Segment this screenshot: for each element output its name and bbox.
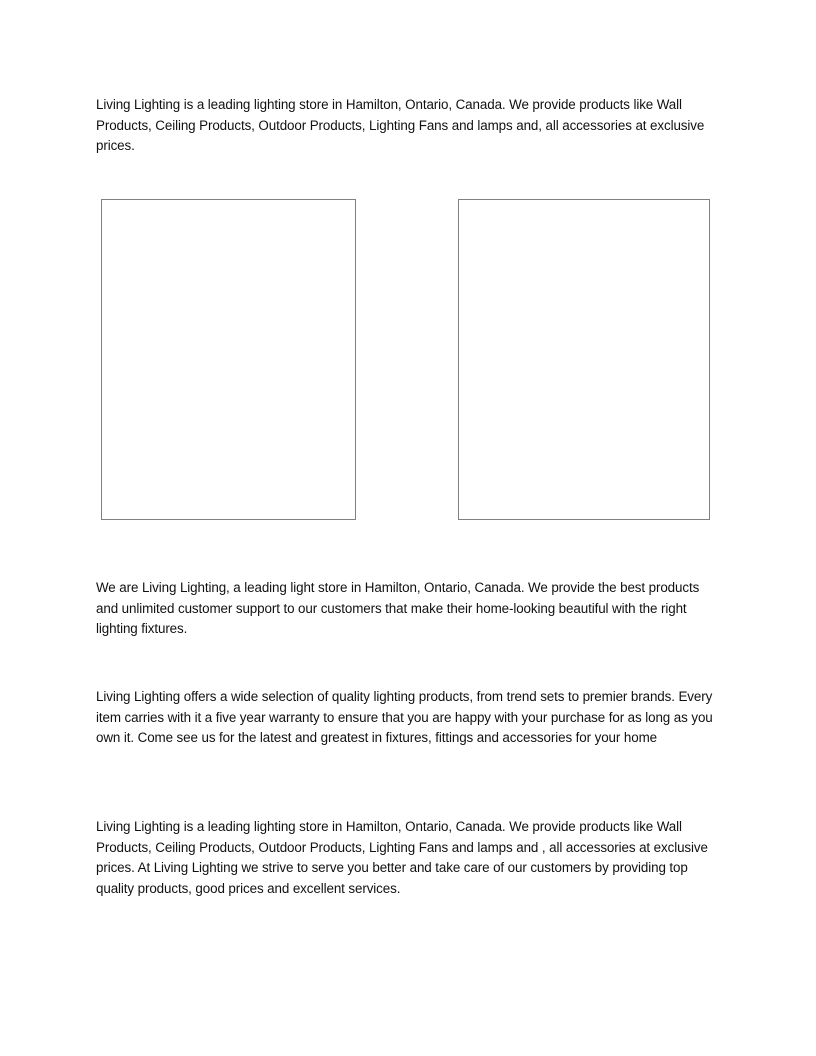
intro-paragraph: Living Lighting is a leading lighting store in Hamilton, Ontario, Canada. We provide products like Wall Products, Ceiling Products, Outdoor Products, Lighting Fans and lamps and, all accessories at exclusive prices. (96, 97, 705, 154)
image-placeholder-right (458, 199, 710, 520)
about-paragraph: We are Living Lighting, a leading light store in Hamilton, Ontario, Canada. We provide the best products and unlimited customer support to our customers that make their home-looking beautiful with the right lighting fixtures. (96, 580, 700, 637)
image-placeholder-left (101, 199, 356, 520)
closing-paragraph: Living Lighting is a leading lighting store in Hamilton, Ontario, Canada. We provide products like Wall Products, Ceiling Products, Outdoor Products, Lighting Fans and lamps and , all accessories at exclusive prices. At Living Lighting we strive to serve you better and take care of our customers by providing top quality products, good prices and excellent services. (96, 819, 708, 896)
selection-paragraph: Living Lighting offers a wide selection of quality lighting products, from trend sets to premier brands. Every item carries with it a five year warranty to ensure that you are happy with your purchase for as long as you own it. Come see us for the latest and greatest in fixtures, fittings and accessories for your home (96, 689, 713, 746)
